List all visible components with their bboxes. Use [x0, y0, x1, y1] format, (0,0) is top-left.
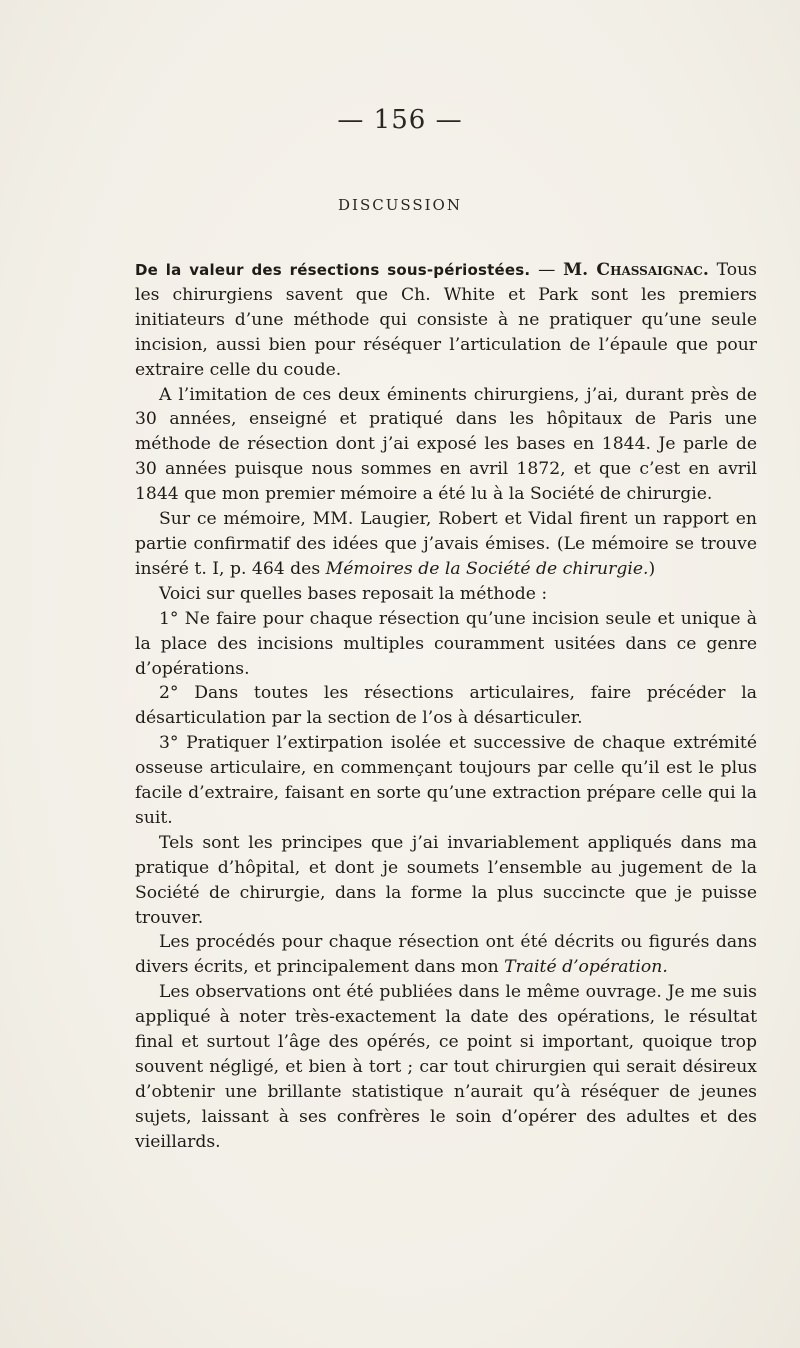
paragraph-5: 1° Ne faire pour chaque résection qu’une incision seule et unique à la place des incisions multiples couramment usitées dans ce genre d’opérations.: [135, 608, 757, 679]
body-text: [135, 258, 757, 1155]
traite-title: Traité d’opération.: [504, 957, 668, 978]
paragraph-9: [135, 930, 757, 980]
author-name: M. Chassaignac.: [563, 260, 709, 280]
paragraph-3-closing: ): [648, 558, 656, 579]
section-heading: DISCUSSION: [338, 196, 462, 214]
paragraph-3: [135, 507, 757, 582]
memoires-title: Mémoires de la Société de chirurgie.: [325, 558, 649, 579]
article-title: De la valeur des résections sous-périostées.: [135, 261, 531, 279]
page-number: — 156 —: [337, 105, 463, 135]
paragraph-9-text: Les procédés pour chaque résection ont été décrits ou figurés dans divers écrits, et principalement dans mon: [135, 932, 757, 978]
paragraph-6: 2° Dans toutes les résections articulaires, faire précéder la désarticulation par la section de l’os à désarticuler.: [135, 683, 757, 729]
paragraph-7: 3° Pratiquer l’extirpation isolée et successive de chaque extrémité osseuse articulaire, en commençant toujours par celle qu’il est le plus facile d’extraire, faisant en sorte qu’une extraction prépare celle qui la suit.: [135, 733, 757, 828]
paragraph-1-text: Tous les chirurgiens savent que Ch. White et Park sont les premiers initiateurs d’une méthode qui consiste à ne pratiquer qu’une seule incision, aussi bien pour réséquer l’articulation de l’épaule que pour extraire celle du coude.: [135, 260, 757, 380]
paragraph-10: Les observations ont été publiées dans le même ouvrage. Je me suis appliqué à noter très-exactement la date des opérations, le résultat final et surtout l’âge des opérés, ce point si important, quoique trop souvent négligé, et bien à tort ; car tout chirurgien qui serait désireux d’obtenir une brillante statistique n’aurait qu’à réséquer de jeunes sujets, laissant à ses confrères le soin d’opérer des adultes et des vieillards.: [135, 982, 757, 1152]
paragraph-2: A l’imitation de ces deux éminents chirurgiens, j’ai, durant près de 30 années, enseigné et pratiqué dans les hôpitaux de Paris une méthode de résection dont j’ai exposé les bases en 1844. Je parle de 30 années puisque nous sommes en avril 1872, et que c’est en avril 1844 que mon premier mémoire a été lu à la Société de chirurgie.: [135, 384, 757, 505]
paragraph-4: Voici sur quelles bases reposait la méthode :: [159, 583, 548, 604]
title-dash: —: [530, 260, 564, 280]
paragraph-3-text: Sur ce mémoire, MM. Laugier, Robert et Vidal firent un rapport en partie confirmatif des idées que j’avais émises. (Le mémoire se trouve inséré t. I, p. 464 des: [135, 509, 757, 579]
paragraph-1: [135, 258, 757, 383]
paragraph-8: Tels sont les principes que j’ai invariablement appliqués dans ma pratique d’hôpital, et dont je soumets l’ensemble au jugement de la Société de chirurgie, dans la forme la plus succincte que je puisse trouver.: [135, 832, 757, 928]
